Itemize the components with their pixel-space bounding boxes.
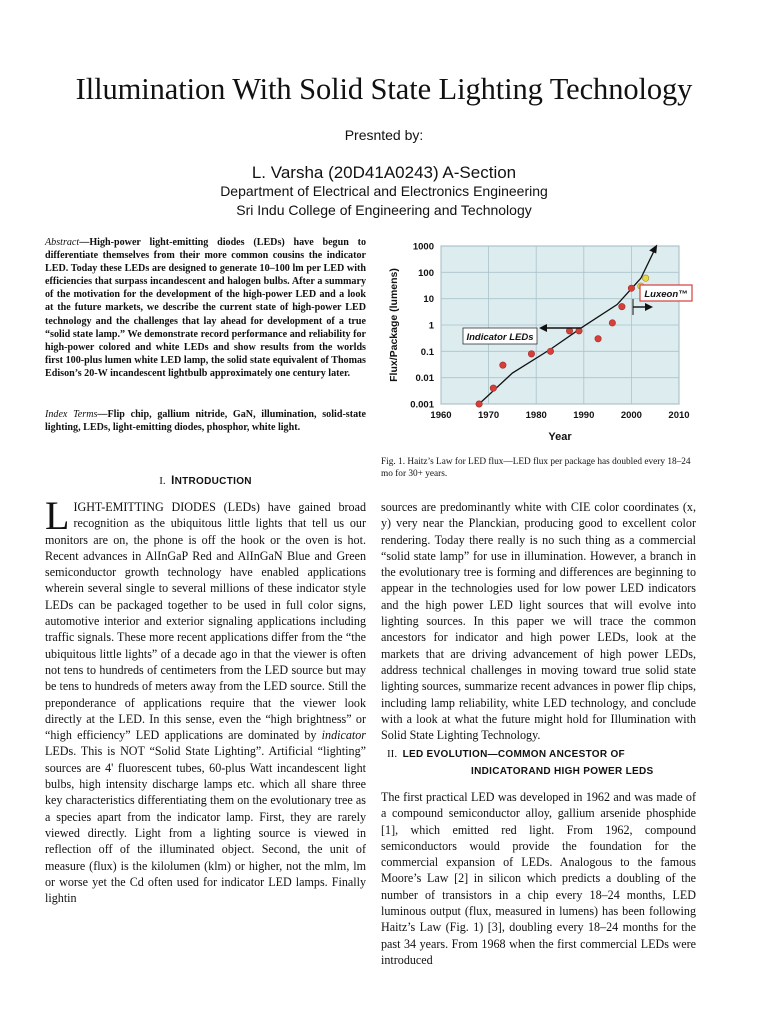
x-tick-label: 1990: [573, 410, 595, 421]
luxeon-label: Luxeon™: [644, 289, 688, 300]
section2-text: The first practical LED was developed in 1962 and was made of a compound semiconductor alloy, gallium arsenide phosphide [1], which emitted red light. From 1962, compound semiconductors would provide the foundation for the commercial expansion of LEDs. Analogous to the famous Moore’s Law [2] in silicon which predicts a doubling of the number of transistors in a chip every 18–24 months, LED luminous output (flux, measured in lumens) has been following Haitz’s Law (Fig. 1) [3], doubling every 18–24 months for the past 34 years. From 1968 when the first commercial LEDs were introduced: [381, 790, 696, 967]
section2-heading-line1: LED EVOLUTION—COMMON ANCESTOR OF: [402, 749, 625, 760]
author-line: L. Varsha (20D41A0243) A-Section: [251, 163, 517, 182]
intro-body-2: LEDs. This is NOT “Solid State Lighting”. Artificial “lighting” sources are 4' fluorescent tubes, 60-plus Watt incandescent light bulbs, high intensity discharge lamps etc. which all share three key characteristics differentiating them on the evolutionary tree as a species apart from the indicator lamp. First, they are rarely viewed directly. Light from a lighting source is viewed in reflection off of the illuminated object. Second, the unit of measure (flux) is the kilolumen (klm) or higher, not the mlm, lm or worse yet the Cd often used for indicator LED lamps. Finally lightin: [45, 744, 366, 906]
index-terms: [45, 408, 366, 434]
section-heading-introduction: [45, 475, 366, 487]
department: Department of Electrical and Electronics Engineering: [220, 183, 548, 199]
data-point: [528, 351, 534, 357]
section2-numeral: II.: [387, 748, 398, 760]
y-axis-label: Flux/Package (lumens): [388, 268, 400, 382]
y-tick-label: 0.1: [420, 346, 434, 358]
y-tick-label: 0.001: [410, 399, 434, 411]
indicator-leds-label: Indicator LEDs: [466, 332, 534, 343]
y-tick-label: 10: [423, 294, 434, 306]
x-tick-label: 2000: [620, 410, 642, 421]
caption-rest: —LED flux per package has doubled every 18–24 mo for 30+ years.: [381, 457, 691, 479]
intro-italic-word: indicator: [321, 728, 366, 743]
x-tick-label: 1980: [525, 410, 547, 421]
data-point: [628, 285, 634, 291]
data-point: [500, 362, 506, 368]
y-tick-label: 1: [428, 320, 434, 332]
figure-haitz-law: [381, 236, 696, 451]
y-tick-label: 100: [418, 267, 434, 279]
data-point: [609, 320, 615, 326]
caption-bold: Haitz’s Law for LED flux: [407, 457, 504, 467]
drop-cap: L: [45, 493, 70, 538]
y-tick-label: 1000: [412, 241, 434, 253]
x-tick-label: 1960: [430, 410, 452, 421]
data-point: [642, 275, 648, 281]
abstract-text: —High-power light-emitting diodes (LEDs) have begun to differentiate themselves from their more common cousins the indicator LED. Today these LEDs are designed to generate 10–100 lm per LED with efficiencies that surpass incandescent and halogen bulbs. After a summary of the motivation for the development of the high-power LED and a look at the future markets, we describe the current state of high-power LED technology and the challenges that lay ahead for development of a true “solid state lamp.” We demonstrate record performance and reliability for high-power colored and white LEDs and show results from the worlds first 100-plus lumen white LED lamp, the solid state equivalent of Thomas Edison’s 20-W incandescent lightbulb approximately one century later.: [45, 237, 366, 379]
abstract-label: Abstract: [45, 237, 80, 248]
haitz-law-chart: [381, 236, 696, 451]
section-numeral: I.: [159, 475, 166, 487]
x-axis-label: Year: [548, 431, 572, 443]
introduction-text: [45, 493, 366, 906]
data-point: [490, 385, 496, 391]
section2-heading-line2: INDICATORAND HIGH POWER LEDS: [471, 766, 654, 777]
intro-body-1: IGHT-EMITTING DIODES (LEDs) have gained broad recognition as the ubiquitous little lights that tell us our monitors are on, the phone is off the hook or the oven is hot. Recent advances in AlInGaP Red and AlInGaN Blue and Green semiconductor growth technology have enabled applications wherein several single to several millions of these indicator style LEDs can be packaged together to be used in full color signs, automotive interior and exterior signaling applications including traffic signals. These more recent applications differ from the “the ubiquitous little lights” of a decade ago in that the viewer is often not tens to hundreds of centimeters from the LED source but may be tens to hundreds of meters away from the LED source. Still the preponderance of applications require that the viewer look directly at the LED. In this sense, even the “high brightness” or “high efficiency” LED applications are dominated by: [45, 500, 366, 743]
data-point: [595, 336, 601, 342]
index-terms-text: —Flip chip, gallium nitride, GaN, illumination, solid-state lighting, LEDs, light-emitting diodes, phosphor, white light.: [45, 409, 366, 434]
section-heading-led-evolution: [381, 748, 696, 777]
data-point: [547, 348, 553, 354]
data-point: [619, 303, 625, 309]
x-tick-label: 1970: [478, 410, 500, 421]
heading-first-letter: I: [171, 475, 175, 487]
figure-caption: [381, 457, 696, 480]
college: Sri Indu College of Engineering and Technology: [236, 202, 532, 218]
right-column-text: sources are predominantly white with CIE color coordinates (x, y) very near the Planckian, producing good to excellent color rendering. Today there really is no such thing as a commercial “solid state lamp” for use in illumination. However, a branch in the evolutionary tree is forming and differences are beginning to appear in the technologies used for low power LED indicators and the high power LED light sources that will evolve into lighting sources. In this paper we will trace the common ancestors for indicator and high power LEDs, look at the markets that are driving advancement of high power LEDs, address technical challenges in moving toward true solid state lighting sources, summarize recent advances in power flip chips, including lamp reliability, white LED technology, and conclude with a look at what the future might hold for Illumination with Solid State Lighting Technology.: [381, 500, 696, 743]
heading-rest: NTRODUCTION: [174, 476, 252, 487]
paper-title: Illumination With Solid State Lighting Technology: [75, 72, 693, 106]
presented-by: Presnted by:: [344, 127, 424, 143]
x-tick-label: 2010: [668, 410, 690, 421]
index-terms-label: Index Terms: [45, 409, 98, 420]
caption-label: Fig. 1.: [381, 457, 406, 467]
data-point: [476, 401, 482, 407]
abstract: [45, 236, 366, 380]
y-tick-label: 0.01: [415, 373, 434, 385]
